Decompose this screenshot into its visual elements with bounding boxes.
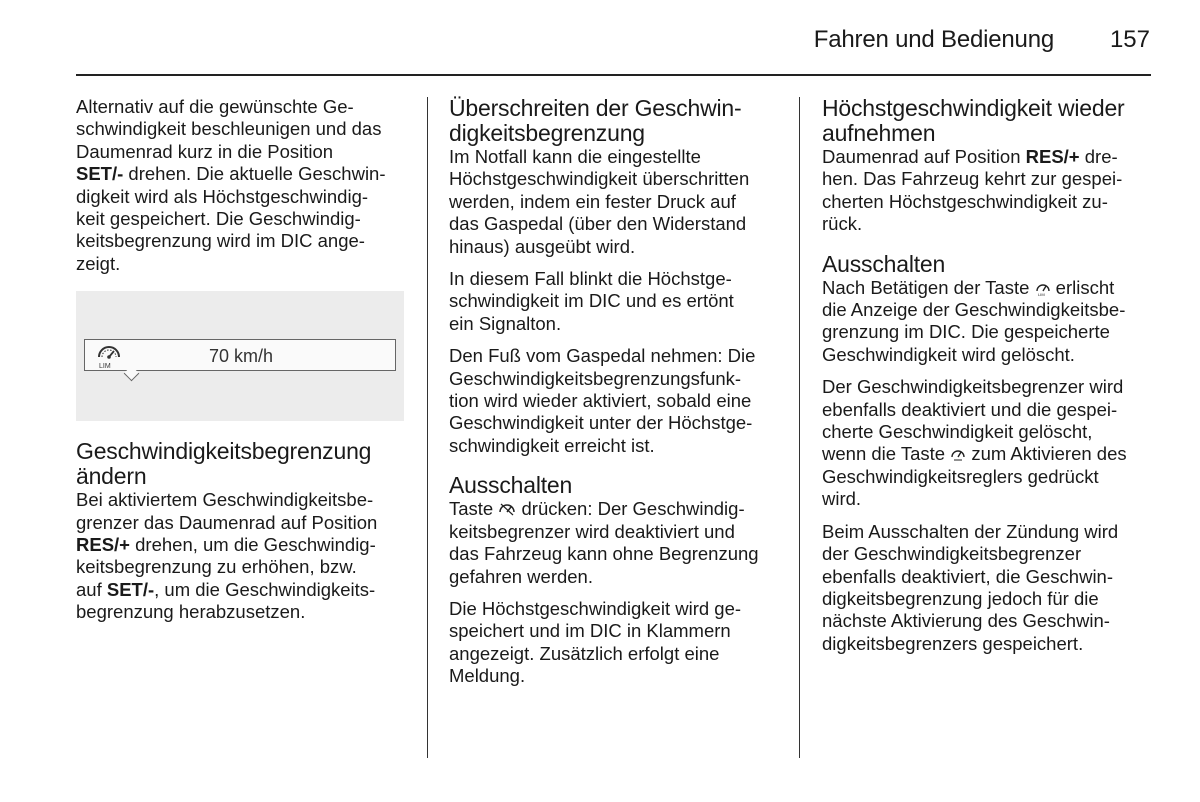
page-number: 157: [1109, 26, 1150, 53]
column-divider-1: [427, 97, 428, 758]
dic-speed-value: 70 km/h: [209, 346, 274, 367]
page-header-title: Fahren und Bedienung: [813, 26, 1054, 53]
header-rule: [76, 74, 1151, 76]
section-heading: Höchstgeschwindigkeit wieder aufnehmen: [822, 95, 1125, 146]
speed-limiter-button-icon: [498, 501, 516, 517]
body-paragraph: Daumenrad auf Position RES/+ dre- hen. Das Fahrzeug kehrt zur gespei- cherten Höchstgeschwindigkeit zu- rück.: [822, 146, 1123, 235]
section-heading: Geschwindigkeitsbegrenzung ändern: [76, 438, 372, 490]
intro-paragraph: Alternativ auf die gewünschte Ge- schwindigkeit beschleunigen und das Daumenrad kurz in die Position SET/- drehen. Die aktuelle Geschwin- digkeit wird als Höchstgeschwindig- keit gespeichert. Die Geschwindig- keitsbegrenzung wird im DIC ange- zeigt.: [76, 96, 386, 274]
set-minus-label: SET/-: [76, 163, 124, 185]
body-paragraph: Der Geschwindigkeitsbegrenzer wird ebenfalls deaktiviert und die gespei- cherte Geschwindigkeit gelöscht, wenn die Taste zum Aktivieren des Geschwindigkeitsreglers gedrückt wird.: [822, 376, 1127, 510]
section-heading: Überschreiten der Geschwin- digkeitsbegrenzung: [449, 95, 742, 146]
column-divider-2: [799, 97, 800, 758]
speed-limiter-button-icon: [1035, 280, 1051, 296]
speed-limiter-icon: [95, 343, 125, 369]
body-paragraph: Den Fuß vom Gaspedal nehmen: Die Geschwindigkeitsbegrenzungsfunk- tion wird wieder aktiviert, sobald eine Geschwindigkeit unter der Höchstge- schwindigkeit erreicht ist.: [449, 345, 756, 456]
column-1: [76, 96, 416, 634]
svg-text:LIM: LIM: [1037, 291, 1045, 296]
body-paragraph: In diesem Fall blinkt die Höchstge- schwindigkeit im DIC und es ertönt ein Signalton.: [449, 268, 734, 334]
column-2: [449, 96, 789, 698]
cruise-control-button-icon: [950, 446, 966, 462]
body-paragraph: Nach Betätigen der Taste LIM erlischt die Anzeige der Geschwindigkeitsbe- grenzung im DIC. Die gespeicherte Geschwindigkeit wird gelöscht.: [822, 276, 1126, 365]
column-3: [822, 96, 1157, 665]
section-heading: Ausschalten: [822, 250, 946, 277]
body-paragraph: Taste drücken: Der Geschwindig- keitsbegrenzer wird deaktiviert und das Fahrzeug kann ohne Begrenzung gefahren werden.: [449, 498, 759, 587]
svg-text:LIM: LIM: [99, 363, 111, 370]
dic-display-figure: [76, 291, 404, 421]
body-paragraph: Im Notfall kann die eingestellte Höchstgeschwindigkeit überschritten werden, indem ein fester Druck auf das Gaspedal (über den Widerstand hinaus) ausgeübt wird.: [449, 146, 750, 257]
body-paragraph: Beim Ausschalten der Zündung wird der Geschwindigkeitsbegrenzer ebenfalls deaktiviert, die Geschwin- digkeitsbegrenzung jedoch für die nächste Aktivierung des Geschwin- digkeitsbegrenzers gespeichert.: [822, 520, 1119, 654]
section-heading: Ausschalten: [449, 472, 573, 499]
body-paragraph: Bei aktiviertem Geschwindigkeitsbe- grenzer das Daumenrad auf Position RES/+ drehen, um die Geschwindig- keitsbegrenzung zu erhöhen, bzw. auf SET/-, um die Geschwindigkeits- begrenzung herabzusetzen.: [76, 489, 378, 623]
body-paragraph: Die Höchstgeschwindigkeit wird ge- speichert und im DIC in Klammern angezeigt. Zusätzlich erfolgt eine Meldung.: [449, 597, 742, 687]
